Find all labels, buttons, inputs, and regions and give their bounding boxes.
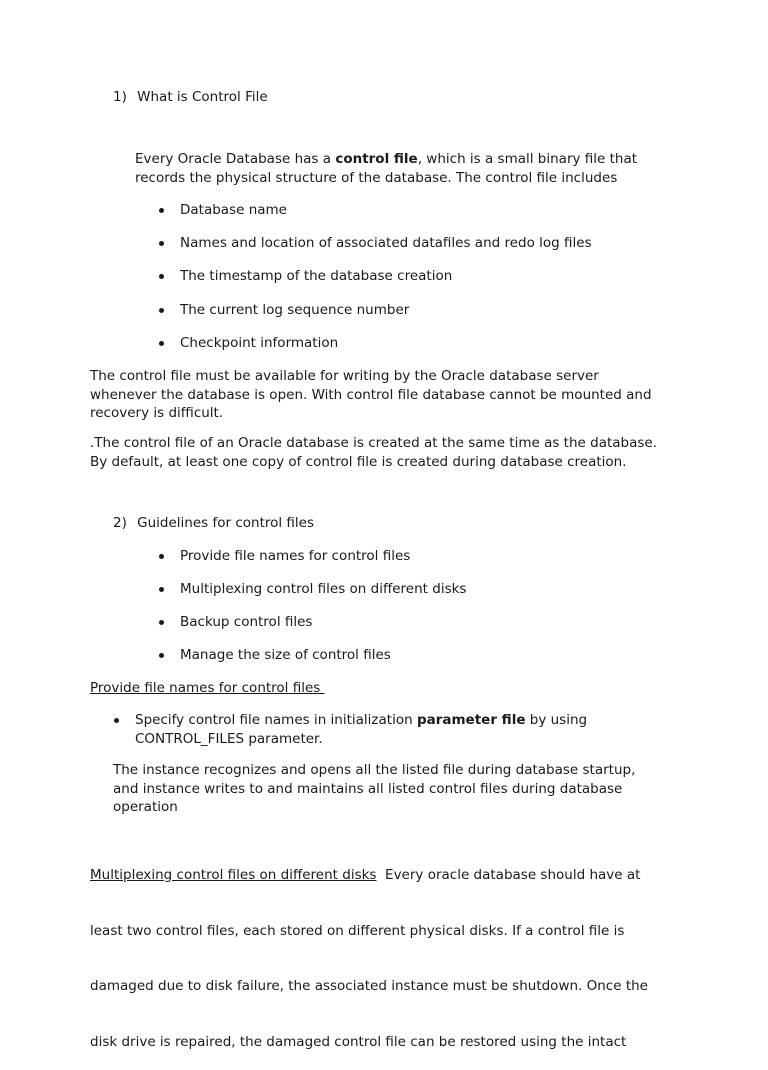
section-2-title: Guidelines for control files bbox=[137, 515, 315, 531]
section-2-heading bbox=[113, 514, 314, 533]
list-item: Checkpoint information bbox=[180, 335, 339, 351]
paragraph-line: damaged due to disk failure, the associated instance must be shutdown. Once the bbox=[90, 978, 648, 994]
list-item: Multiplexing control files on different disks bbox=[180, 581, 467, 597]
paragraph-line: By default, at least one copy of control file is created during database creation. bbox=[90, 453, 627, 470]
paragraph-line: operation bbox=[113, 799, 178, 815]
provide-file-names-heading: Provide file names for control files bbox=[90, 680, 325, 696]
paragraph-instance bbox=[113, 761, 635, 817]
paragraph-text: Every oracle database should have at bbox=[376, 867, 641, 883]
bullet-text: Specify control file names in initialization bbox=[135, 712, 417, 728]
section-2-number: 2) bbox=[113, 515, 127, 531]
paragraph-line: least two control files, each stored on different physical disks. If a control file is bbox=[90, 922, 625, 939]
list-item: The current log sequence number bbox=[180, 302, 410, 318]
bullet-bold-term: parameter file bbox=[416, 712, 526, 728]
section-1-intro bbox=[135, 150, 637, 187]
list-item: Names and location of associated datafiles and redo log files bbox=[180, 235, 592, 251]
paragraph-line: The instance recognizes and opens all the listed file during database startup, bbox=[113, 762, 636, 778]
paragraph-line: and instance writes to and maintains all listed control files during database bbox=[113, 780, 623, 797]
list-item: Manage the size of control files bbox=[180, 647, 391, 663]
list-item: The timestamp of the database creation bbox=[180, 268, 453, 284]
list-item: Backup control files bbox=[180, 614, 313, 630]
multiplexing-heading: Multiplexing control files on different disks bbox=[90, 867, 377, 883]
intro-text: Every Oracle Database has a bbox=[135, 151, 336, 167]
section-1-heading bbox=[113, 88, 268, 107]
list-item bbox=[135, 711, 587, 748]
intro-line-2: records the physical structure of the database. The control file includes bbox=[135, 169, 618, 186]
paragraph-creation bbox=[90, 434, 657, 471]
paragraph-multiplexing bbox=[90, 829, 648, 1070]
intro-text-rest: , which is a small binary file that bbox=[417, 151, 638, 167]
section-1-number: 1) bbox=[113, 89, 127, 105]
bullet-line-2: CONTROL_FILES parameter. bbox=[135, 730, 323, 747]
list-item: Provide file names for control files bbox=[180, 548, 411, 564]
paragraph-line: whenever the database is open. With control file database cannot be mounted and bbox=[90, 386, 652, 403]
paragraph-line: recovery is difficult. bbox=[90, 405, 224, 421]
paragraph-line: .The control file of an Oracle database is created at the same time as the database. bbox=[90, 435, 658, 451]
paragraph-line: disk drive is repaired, the damaged control file can be restored using the intact bbox=[90, 1033, 627, 1050]
intro-bold-term: control file bbox=[335, 151, 418, 167]
paragraph-line: The control file must be available for writing by the Oracle database server bbox=[90, 368, 599, 384]
bullet-text-rest: by using bbox=[525, 712, 588, 728]
list-item: Database name bbox=[180, 202, 287, 218]
section-1-title: What is Control File bbox=[137, 89, 268, 105]
paragraph-availability bbox=[90, 367, 652, 423]
